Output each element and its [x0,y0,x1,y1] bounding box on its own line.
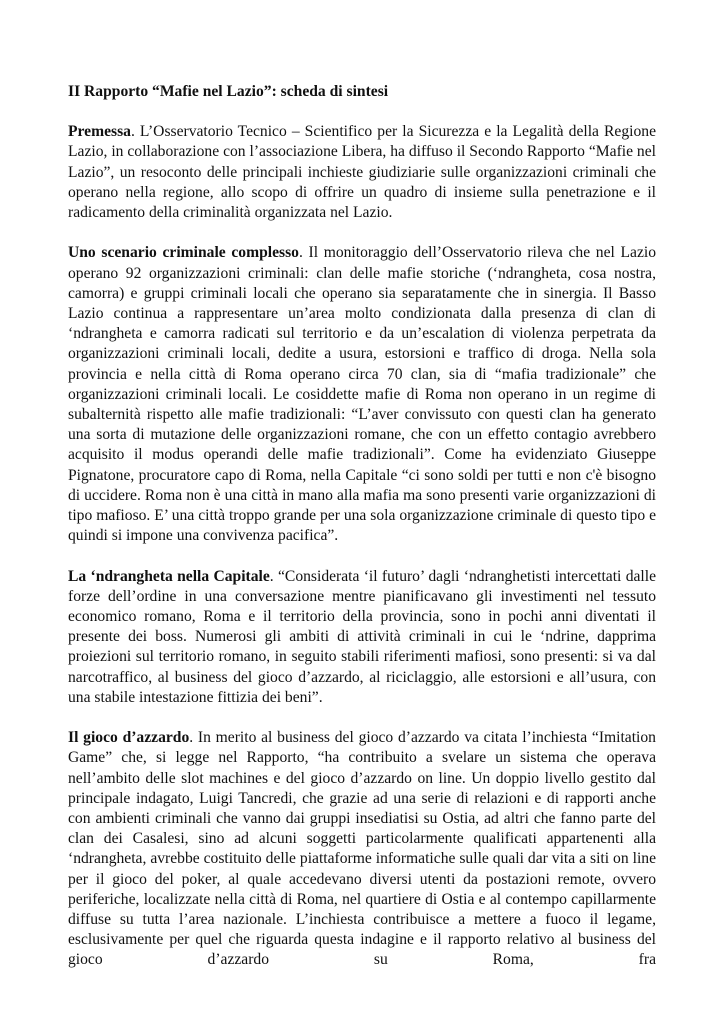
paragraph-premessa [68,122,656,223]
paragraph-heading: La ‘ndrangheta nella Capitale [68,567,270,585]
document-page [68,82,656,991]
paragraph-heading: Premessa [68,123,131,141]
paragraph-text: . “Considerata ‘il futuro’ dagli ‘ndranghetisti intercettati dalle forze dell’ordine in una conversazione mentre pianificavano gli investimenti nel tessuto economico romano, Roma e il territorio della provincia, sono in pochi anni diventati il presente dei boss. Numerosi gli ambiti di attività criminali in cui le ‘ndrine, dapprima proiezioni sul territorio romano, in seguito stabili riferimenti mafiosi, sono presenti: si va dal narcotraffico, al business del gioco d’azzardo, al riciclaggio, alle estorsioni e all’usura, con una stabile intestazione fittizia dei beni”. [68,567,656,706]
paragraph-heading: Il gioco d’azzardo [68,729,190,747]
document-title: II Rapporto “Mafie nel Lazio”: scheda di sintesi [68,83,389,100]
paragraph-heading: Uno scenario criminale complesso [68,244,299,262]
paragraph-text: . Il monitoraggio dell’Osservatorio rileva che nel Lazio operano 92 organizzazioni criminali: clan delle mafie storiche (‘ndrangheta, cosa nostra, camorra) e gruppi criminali locali che operano sia separatamente che in sinergia. Il Basso Lazio continua a rappresentare un’area molto condizionata dalla presenza di clan di ‘ndrangheta e camorra radicati sul territorio e da un’escalation di violenza perpetrata da organizzazioni criminali locali, dedite a usura, estorsioni e traffico di droga. Nella sola provincia e nella città di Roma operano circa 70 clan, sia di “mafia tradizionale” che organizzazioni criminali locali. Le cosiddette mafie di Roma non operano in un regime di subalternità rispetto alle mafie tradizionali: “L’aver convissuto con questi clan ha generato una sorta di mutazione delle organizzazioni romane, che con un effetto contagio avrebbero acquisito il modus operandi delle mafie tradizionali”. Come ha evidenziato Giuseppe Pignatone, procuratore capo di Roma, nella Capitale “ci sono soldi per tutti e non c'è bisogno di uccidere. Roma non è una città in mano alla mafia ma sono presenti varie organizzazioni di tipo mafioso. E’ una città troppo grande per una sola organizzazione criminale di questo tipo e quindi si impone una convivenza pacifica”. [68,244,656,545]
paragraph-text: . L’Osservatorio Tecnico – Scientifico per la Sicurezza e la Legalità della Regione Lazio, in collaborazione con l’associazione Libera, ha diffuso il Secondo Rapporto “Mafie nel Lazio”, un resoconto delle principali inchieste giudiziarie sulle organizzazioni criminali che operano nella regione, allo scopo di offrire un quadro di insieme sulla penetrazione e il radicamento della criminalità organizzata nel Lazio. [68,123,656,222]
paragraph-ndrangheta [68,567,656,708]
paragraph-text: . In merito al business del gioco d’azzardo va citata l’inchiesta “Imitation Game” che, si legge nel Rapporto, “ha contribuito a svelare un sistema che operava nell’ambito delle slot machines e del gioco d’azzardo on line. Un doppio livello gestito dal principale indagato, Luigi Tancredi, che grazie ad una serie di relazioni e di rapporti anche con ambienti criminali che vanno dai gruppi insediatisi su Ostia, ad altri che fanno parte del clan dei Casalesi, sino ad alcuni soggetti particolarmente qualificati appartenenti alla ‘ndrangheta, avrebbe costituito delle piattaforme informatiche sulle quali dar vita a siti on line per il gioco del poker, al quale accedevano diversi utenti da postazioni remote, ovvero periferiche, localizzate nella città di Roma, nel quartiere di Ostia e al contempo capillarmente diffuse su tutta l’area nazionale. L’inchiesta contribuisce a mettere a fuoco il legame, esclusivamente per quel che riguarda questa indagine e il rapporto relativo al business del gioco d’azzardo su Roma, fra [68,729,656,969]
paragraph-gioco-azzardo [68,728,656,970]
paragraph-scenario [68,243,656,546]
